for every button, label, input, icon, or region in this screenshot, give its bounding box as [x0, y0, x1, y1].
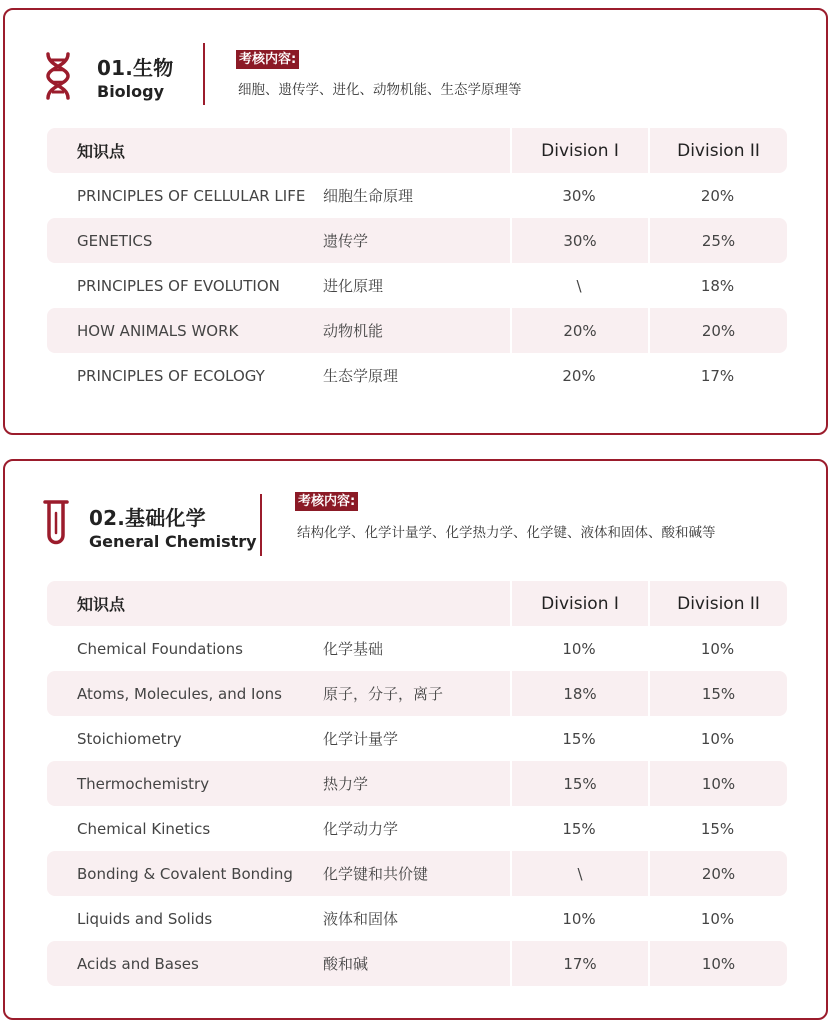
- topic-en: Atoms, Molecules, and Ions: [47, 671, 323, 716]
- header-division-1: Division I: [510, 128, 648, 173]
- division-1-value: 20%: [510, 308, 648, 353]
- topic-cn: 酸和碱: [323, 941, 510, 986]
- division-1-value: 10%: [562, 639, 596, 658]
- division-2-value: 20%: [648, 851, 787, 896]
- table-row: [47, 353, 787, 398]
- table-header-row: [47, 581, 787, 626]
- topic-cn: 热力学: [323, 761, 510, 806]
- content-description: 细胞、遗传学、进化、动物机能、生态学原理等: [238, 82, 522, 98]
- topic-cn: 化学键和共价键: [323, 851, 510, 896]
- division-1-value: \: [576, 276, 582, 295]
- chemistry-section-card: [3, 459, 828, 1020]
- topic-en: Liquids and Solids: [77, 909, 213, 928]
- header-division-2: Division II: [648, 128, 787, 173]
- topic-en: PRINCIPLES OF CELLULAR LIFE: [77, 186, 306, 205]
- topic-cn: 液体和固体: [323, 910, 399, 928]
- header-knowledge-point: 知识点: [47, 128, 510, 173]
- header-division-1: Division I: [510, 581, 648, 626]
- test-tube-icon: [43, 499, 69, 547]
- table-row: [47, 308, 787, 353]
- division-2-value: 17%: [700, 366, 735, 385]
- table-row: [47, 941, 787, 986]
- biology-header: [5, 10, 826, 130]
- biology-table: [47, 128, 787, 398]
- topic-en: Chemical Kinetics: [77, 819, 211, 838]
- division-1-value: 18%: [510, 671, 648, 716]
- topic-en: Stoichiometry: [77, 729, 182, 748]
- division-2-value: 10%: [700, 639, 735, 658]
- biology-section-card: [3, 8, 828, 435]
- topic-cn: 化学动力学: [323, 820, 399, 838]
- chemistry-table: [47, 581, 787, 986]
- table-row: [47, 218, 787, 263]
- topic-cn: 进化原理: [323, 277, 384, 295]
- division-2-value: 15%: [700, 819, 735, 838]
- section-title: 01.生物: [97, 56, 174, 80]
- topic-en: PRINCIPLES OF ECOLOGY: [77, 366, 265, 385]
- division-2-value: 10%: [648, 941, 787, 986]
- table-row: [47, 851, 787, 896]
- division-1-value: 15%: [510, 761, 648, 806]
- division-1-value: 10%: [562, 909, 596, 928]
- division-2-value: 10%: [648, 761, 787, 806]
- divider: [260, 494, 262, 556]
- division-2-value: 10%: [700, 729, 735, 748]
- header-knowledge-point: 知识点: [47, 581, 510, 626]
- topic-cn: 化学基础: [323, 640, 384, 658]
- division-2-value: 20%: [648, 308, 787, 353]
- table-header-row: [47, 128, 787, 173]
- division-1-value: 30%: [510, 218, 648, 263]
- content-description: 结构化学、化学计量学、化学热力学、化学键、液体和固体、酸和碱等: [297, 525, 716, 541]
- table-row: [47, 671, 787, 716]
- division-2-value: 25%: [648, 218, 787, 263]
- topic-cn: 遗传学: [323, 218, 510, 263]
- division-2-value: 20%: [700, 186, 735, 205]
- content-tag: 考核内容:: [295, 492, 358, 511]
- division-1-value: 17%: [510, 941, 648, 986]
- topic-en: Chemical Foundations: [77, 639, 243, 658]
- table-row: [47, 896, 787, 941]
- topic-cn: 细胞生命原理: [323, 187, 414, 205]
- topic-en: Bonding & Covalent Bonding: [47, 851, 323, 896]
- topic-en: GENETICS: [47, 218, 323, 263]
- division-1-value: 30%: [562, 186, 596, 205]
- division-2-value: 15%: [648, 671, 787, 716]
- topic-cn: 原子，分子，离子: [323, 671, 510, 716]
- division-1-value: 15%: [562, 819, 596, 838]
- dna-icon: [43, 52, 73, 100]
- header-division-2: Division II: [648, 581, 787, 626]
- division-2-value: 10%: [700, 909, 735, 928]
- topic-en: PRINCIPLES OF EVOLUTION: [77, 276, 280, 295]
- divider: [203, 43, 205, 105]
- table-row: [47, 761, 787, 806]
- division-1-value: 20%: [562, 366, 596, 385]
- topic-en: Thermochemistry: [47, 761, 323, 806]
- table-row: [47, 806, 787, 851]
- section-title: 02.基础化学: [89, 506, 206, 530]
- table-row: [47, 263, 787, 308]
- chemistry-header: [5, 461, 826, 581]
- division-2-value: 18%: [700, 276, 735, 295]
- table-row: [47, 626, 787, 671]
- topic-en: HOW ANIMALS WORK: [47, 308, 323, 353]
- topic-cn: 生态学原理: [323, 367, 399, 385]
- topic-cn: 化学计量学: [323, 730, 399, 748]
- content-tag: 考核内容:: [236, 50, 299, 69]
- section-english-title: General Chemistry: [89, 532, 257, 551]
- division-1-value: \: [510, 851, 648, 896]
- table-row: [47, 716, 787, 761]
- topic-cn: 动物机能: [323, 308, 510, 353]
- topic-en: Acids and Bases: [47, 941, 323, 986]
- division-1-value: 15%: [562, 729, 596, 748]
- table-row: [47, 173, 787, 218]
- section-english-title: Biology: [97, 82, 165, 101]
